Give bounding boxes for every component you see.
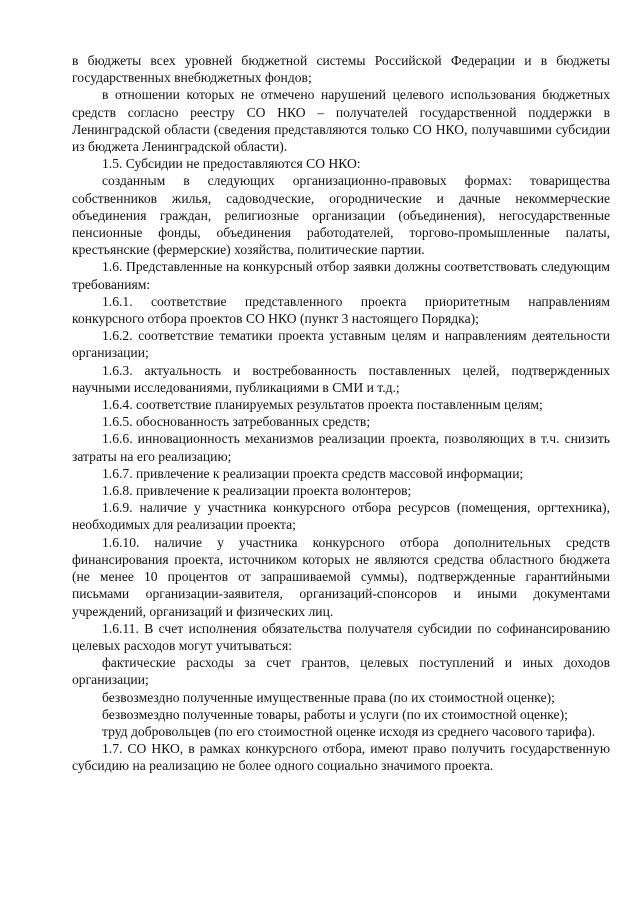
item-goods-services: безвозмездно полученные товары, работы и услуги (по их стоимостной оценке);: [102, 706, 568, 722]
clause-1-6-9: 1.6.9. наличие у участника конкурсного отбора ресурсов (помещения, оргтехника), необходимых для реализации проекта;: [72, 500, 610, 533]
item-property-rights: безвозмездно полученные имущественные права (по их стоимостной оценке);: [102, 689, 555, 705]
clause-1-6-2: 1.6.2. соответствие тематики проекта уставным целям и направлениям деятельности организации;: [72, 328, 610, 361]
paragraph-legal-forms: созданным в следующих организационно-правовых формах: товарищества собственников жилья, садоводческие, огороднические и дачные некоммерческие объединения граждан, религиозные организации (объединения), негосударственные пенсионные фонды, объединения работодателей, торгово-промышленные палаты, крестьянские (фермерские) хозяйства, политические партии.: [72, 173, 610, 258]
clause-1-7: 1.7. СО НКО, в рамках конкурсного отбора, имеют право получить государственную субсидию на реализацию не более одного социально значимого проекта.: [72, 741, 610, 774]
clause-1-6-10: 1.6.10. наличие у участника конкурсного отбора дополнительных средств финансирования проекта, источником которых не являются средства областного бюджета (не менее 10 процентов от запрашиваемой суммы), подтвержденные гарантийными письмами организации-заявителя, организаций-спонсоров и иными документами учреждений, организаций и физических лиц.: [72, 534, 610, 619]
clause-1-5: 1.5. Субсидии не предоставляются СО НКО:: [102, 156, 361, 172]
clause-1-6-5: 1.6.5. обоснованность затребованных средств;: [102, 414, 371, 430]
clause-1-6-7: 1.6.7. привлечение к реализации проекта средств массовой информации;: [102, 465, 524, 481]
clause-1-6-8: 1.6.8. привлечение к реализации проекта волонтеров;: [102, 483, 412, 499]
item-volunteer-labor: труд добровольцев (по его стоимостной оценке исходя из среднего часового тарифа).: [102, 723, 596, 739]
paragraph-continuation: в бюджеты всех уровней бюджетной системы Российской Федерации и в бюджеты государственных внебюджетных фондов;: [72, 53, 610, 86]
clause-1-6-6: 1.6.6. инновационность механизмов реализации проекта, позволяющих в т.ч. снизить затраты на его реализацию;: [72, 431, 610, 464]
paragraph-no-violations: в отношении которых не отмечено нарушений целевого использования бюджетных средств согласно реестру СО НКО – получателей государственной поддержки в Ленинградской области (сведения представляются только СО НКО, получавшими субсидии из бюджета Ленинградской области).: [72, 87, 610, 155]
clause-1-6: 1.6. Представленные на конкурсный отбор заявки должны соответствовать следующим требованиям:: [72, 259, 610, 292]
clause-1-6-3: 1.6.3. актуальность и востребованность поставленных целей, подтвержденных научными исследованиями, публикациями в СМИ и т.д.;: [72, 362, 610, 395]
clause-1-6-1: 1.6.1. соответствие представленного проекта приоритетным направлениям конкурсного отбора проектов СО НКО (пункт 3 настоящего Порядка);: [72, 293, 610, 327]
item-actual-expenses: фактические расходы за счет грантов, целевых поступлений и иных доходов организации;: [72, 655, 610, 688]
clause-1-6-11: 1.6.11. В счет исполнения обязательства получателя субсидии по софинансированию целевых расходов могут учитываться:: [72, 620, 610, 653]
clause-1-6-4: 1.6.4. соответствие планируемых результатов проекта поставленным целям;: [102, 397, 543, 413]
